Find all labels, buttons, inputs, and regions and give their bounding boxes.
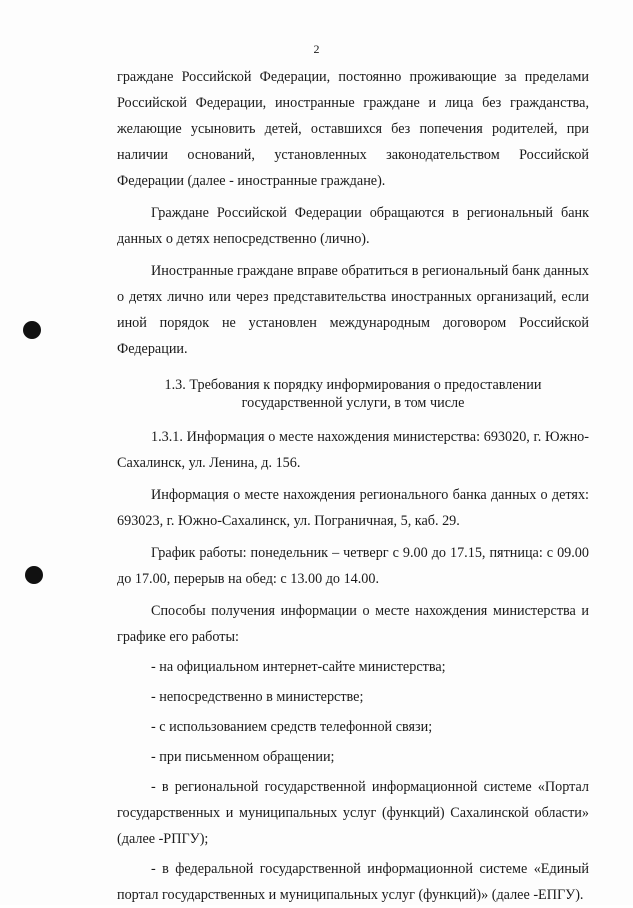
section-heading: 1.3. Требования к порядку информирования о предоставлении государственной услуги, в том числе — [164, 377, 542, 411]
list-item: - при письменном обращении; — [151, 749, 335, 765]
list-item: - на официальном интернет-сайте министерства; — [151, 659, 446, 675]
page-number: 2 — [313, 42, 320, 56]
document-body — [117, 64, 589, 908]
paragraph-work-schedule: График работы: понедельник – четверг с 9.00 до 17.15, пятница: с 09.00 до 17.00, перерыв на обед: с 13.00 до 14.00. — [117, 545, 589, 587]
punch-hole — [23, 321, 41, 339]
list-item: - с использованием средств телефонной связи; — [151, 719, 433, 735]
list-item: - непосредственно в министерстве; — [151, 689, 364, 705]
list-item: - в региональной государственной информационной системе «Портал государственных и муниципальных услуг (функций) Сахалинской области» (далее -РПГУ); — [117, 779, 589, 847]
punch-hole — [25, 566, 43, 584]
paragraph-foreign-citizens-access: Иностранные граждане вправе обратиться в региональный банк данных о детях лично или через представительства иностранных организаций, если иной порядок не установлен международным договором Российской Федерации. — [117, 263, 589, 357]
paragraph-russian-citizens: Граждане Российской Федерации обращаются в региональный банк данных о детях непосредственно (лично). — [117, 205, 589, 247]
paragraph-foreign-citizens-definition: граждане Российской Федерации, постоянно проживающие за пределами Российской Федерации, иностранные граждане и лица без гражданства, желающие усыновить детей, оставшихся без попечения родителей, при наличии оснований, установленных законодательством Российской Федерации (далее - иностранные граждане). — [117, 69, 589, 189]
paragraph-ministry-address: 1.3.1. Информация о месте нахождения министерства: 693020, г. Южно-Сахалинск, ул. Ленина, д. 156. — [117, 429, 589, 471]
paragraph-info-methods: Способы получения информации о месте нахождения министерства и графике его работы: — [117, 603, 589, 645]
list-item: - в федеральной государственной информационной системе «Единый портал государственных и муниципальных услуг (функций)» (далее -ЕПГУ). — [117, 861, 589, 903]
paragraph-data-bank-address: Информация о месте нахождения регионального банка данных о детях: 693023, г. Южно-Сахалинск, ул. Пограничная, 5, каб. 29. — [117, 487, 589, 529]
